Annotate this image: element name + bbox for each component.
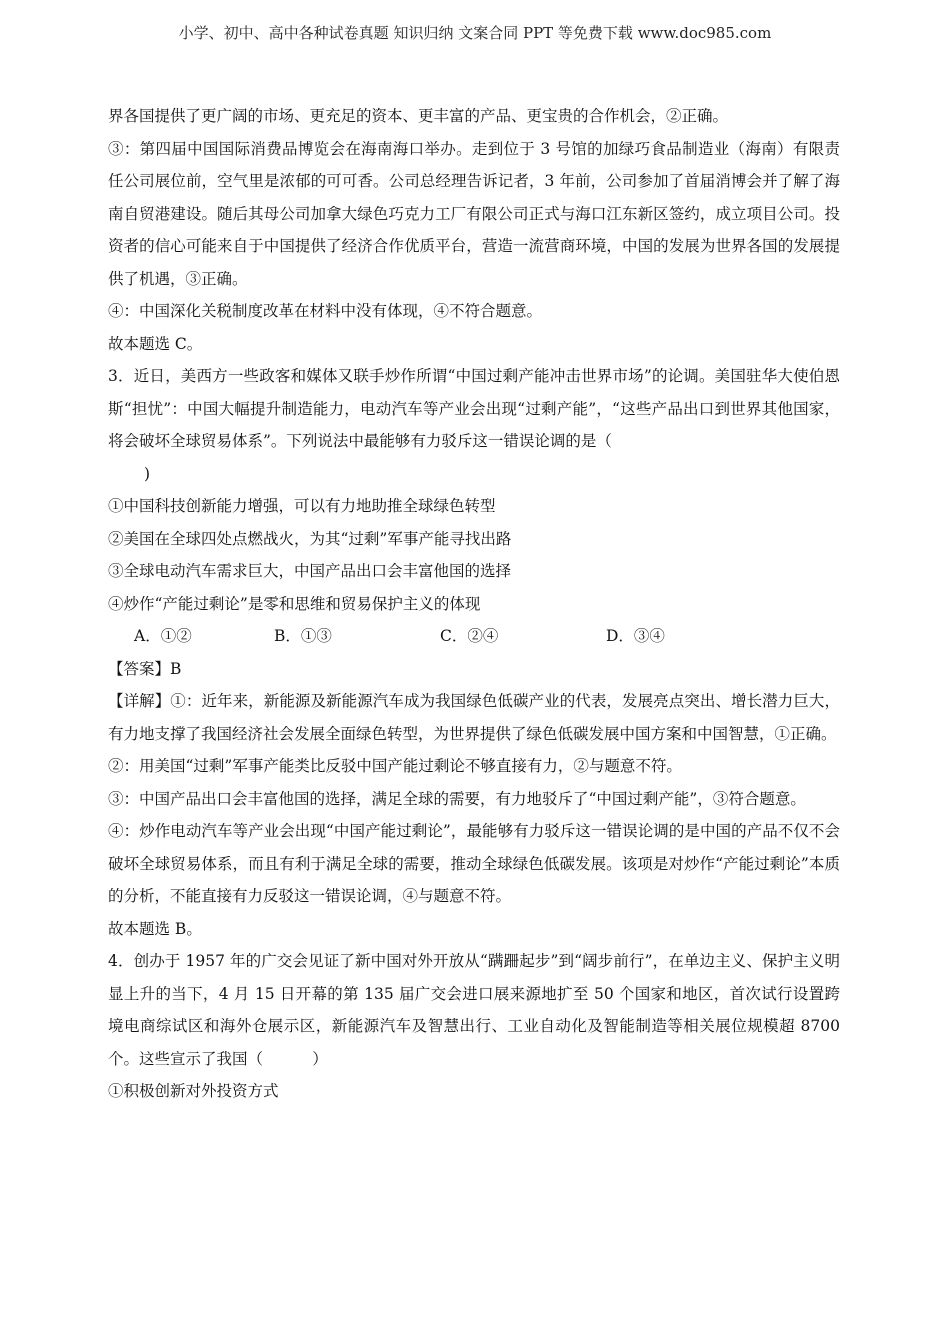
paragraph: ④：中国深化关税制度改革在材料中没有体现，④不符合题意。	[108, 302, 543, 320]
question-3-explanation: ③：中国产品出口会丰富他国的选择，满足全球的需要，有力地驳斥了“中国过剩产能”，③符合题意。	[108, 789, 806, 808]
question-3-stem-close: )	[144, 464, 151, 483]
question-3-item: ①中国科技创新能力增强，可以有力地助推全球绿色转型	[108, 497, 496, 515]
question-3-answer: 【答案】B	[108, 659, 182, 678]
question-3-item: ②美国在全球四处点燃战火，为其“过剩”军事产能寻找出路	[108, 529, 512, 548]
option-c: C．②④	[440, 627, 499, 645]
question-3-item: ④炒作“产能过剩论”是零和思维和贸易保护主义的体现	[108, 594, 481, 613]
question-3-stem: 3．近日，美西方一些政客和媒体又联手炒作所谓“中国过剩产能冲击世界市场”的论调。美国驻华大使伯恩斯“担忧”：中国大幅提升制造能力，电动汽车等产业会出现“过剩产能”，“这些产品出口到世界其他国家，将会破坏全球贸易体系”。下列说法中最能够有力驳斥这一错误论调的是（	[108, 367, 840, 450]
question-3-explanation: ②：用美国“过剩”军事产能类比反驳中国产能过剩论不够直接有力，②与题意不符。	[108, 757, 682, 775]
paragraph: ③：第四届中国国际消费品博览会在海南海口举办。走到位于 3 号馆的加绿巧食品制造业（海南）有限责任公司展位前，空气里是浓郁的可可香。公司总经理告诉记者，3 年前，公司参加了首届消博会并了解了海南自贸港建设。随后其母公司加拿大绿色巧克力工厂有限公司正式与海口江东新区签约，成立项目公司。投资者的信心可能来自于中国提供了经济合作优质平台，营造一流营商环境，中国的发展为世界各国的发展提供了机遇，③正确。	[108, 139, 840, 288]
question-4-item: ①积极创新对外投资方式	[108, 1082, 279, 1100]
option-b: B．①③	[274, 627, 332, 645]
paragraph: 故本题选 C。	[108, 334, 203, 353]
option-a: A．①②	[134, 627, 192, 645]
option-d: D．③④	[606, 627, 665, 645]
question-4-stem: 4．创办于 1957 年的广交会见证了新中国对外开放从“蹒跚起步”到“阔步前行”，在单边主义、保护主义明显上升的当下，4 月 15 日开幕的第 135 届广交会进口展来源地扩至 50 个国家和地区，首次试行设置跨境电商综试区和海外仓展示区，新能源汽车及智慧出行、工业自动化及智能制造等相关展位规模超 8700 个。这些宣示了我国（ ）	[108, 952, 845, 1068]
question-3-explanation: 【详解】①：近年来，新能源及新能源汽车成为我国绿色低碳产业的代表，发展亮点突出、增长潜力巨大，有力地支撑了我国经济社会发展全面绿色转型，为世界提供了绿色低碳发展中国方案和中国智慧，①正确。	[108, 692, 840, 743]
question-3-explanation: 故本题选 B。	[108, 919, 202, 938]
paragraph: 界各国提供了更广阔的市场、更充足的资本、更丰富的产品、更宝贵的合作机会，②正确。	[108, 107, 729, 125]
page-header: 小学、初中、高中各种试卷真题 知识归纳 文案合同 PPT 等免费下载 www.doc985.com	[178, 24, 772, 42]
document-body	[108, 100, 845, 1108]
question-3-explanation: ④：炒作电动汽车等产业会出现“中国产能过剩论”，最能够有力驳斥这一错误论调的是中国的产品不仅不会破坏全球贸易体系，而且有利于满足全球的需要，推动全球绿色低碳发展。该项是对炒作“产能过剩论”本质的分析，不能直接有力反驳这一错误论调，④与题意不符。	[108, 822, 840, 905]
question-3-options	[108, 620, 840, 653]
question-3-item: ③全球电动汽车需求巨大，中国产品出口会丰富他国的选择	[108, 562, 512, 580]
